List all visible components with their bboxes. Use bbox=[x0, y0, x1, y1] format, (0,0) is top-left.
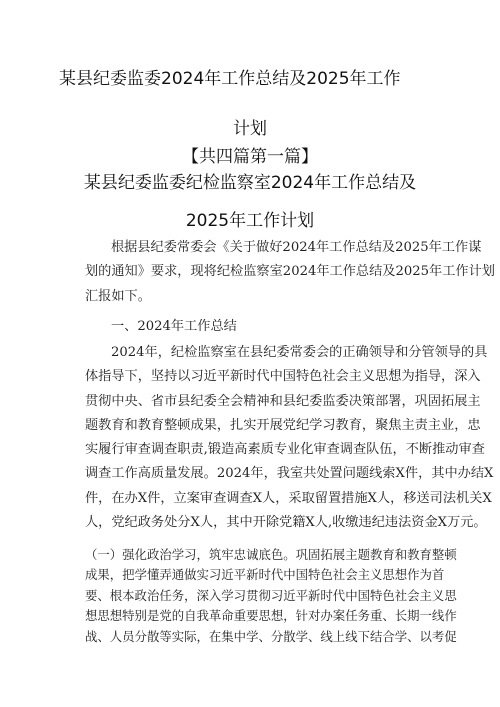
intro-line: 划的通知》要求，现将纪检监察室2024年工作总结及2025年工作计划 bbox=[85, 264, 495, 280]
intro-paragraph bbox=[85, 236, 495, 309]
summary-line: 题教育和教育整顿成果，扎实开展党纪学习教育，聚焦主责主业，忠 bbox=[85, 417, 481, 433]
series-label: 【共四篇第一篇】 bbox=[182, 147, 318, 167]
section-heading bbox=[85, 315, 437, 339]
document-subtitle-line-1: 某县纪委监委纪检监察室2024年工作总结及 bbox=[83, 173, 417, 193]
document-title-line-1: 某县纪委监委2024年工作总结及2025年工作 bbox=[59, 69, 401, 89]
section-1-heading: 一、2024年工作总结 bbox=[111, 319, 237, 334]
summary-line: 体指导下，坚持以习近平新时代中国特色社会主义思想为指导，深入 bbox=[85, 369, 481, 385]
summary-paragraph bbox=[85, 341, 494, 535]
summary-line: 2024年，纪检监察室在县纪委常委会的正确领导和分管领导的具 bbox=[111, 345, 488, 360]
summary-line: 人，党纪政务处分X人，其中开除党籍X人,收缴违纪违法资金X万元。 bbox=[85, 515, 487, 531]
subsection-line: 想思想特别是党的自我革命重要思想，针对办案任务重、长期一线作 bbox=[85, 608, 457, 624]
subsection-line: 战、人员分散等实际，在集中学、分散学、线上线下结合学、以考促 bbox=[85, 628, 457, 644]
document-title-line-2: 计划 bbox=[233, 119, 267, 139]
document-subtitle-line-2: 2025年工作计划 bbox=[185, 211, 315, 231]
intro-line: 汇报如下。 bbox=[85, 288, 151, 304]
subsection-line: 成果，把学懂弄通做实习近平新时代中国特色社会主义思想作为首 bbox=[85, 567, 445, 583]
summary-line: 实履行审查调查职责,锻造高素质专业化审查调查队伍，不断推动审查 bbox=[85, 442, 485, 458]
subsection-paragraph bbox=[85, 545, 457, 647]
subsection-line: （一）强化政治学习，筑牢忠诚底色。巩固拓展主题教育和教育整顿 bbox=[85, 547, 457, 562]
summary-line: 件，在办X件，立案审查调查X人，采取留置措施X人，移送司法机关X bbox=[85, 490, 492, 506]
intro-line: 根据县纪委常委会《关于做好2024年工作总结及2025年工作谋 bbox=[111, 240, 482, 255]
subsection-line: 要、根本政治任务，深入学习贯彻习近平新时代中国特色社会主义思 bbox=[85, 587, 457, 603]
summary-line: 贯彻中央、省市县纪委全会精神和县纪委监委决策部署，巩固拓展主 bbox=[85, 393, 481, 409]
summary-line: 调查工作高质量发展。2024年，我室共处置问题线索X件，其中办结X bbox=[85, 466, 494, 482]
